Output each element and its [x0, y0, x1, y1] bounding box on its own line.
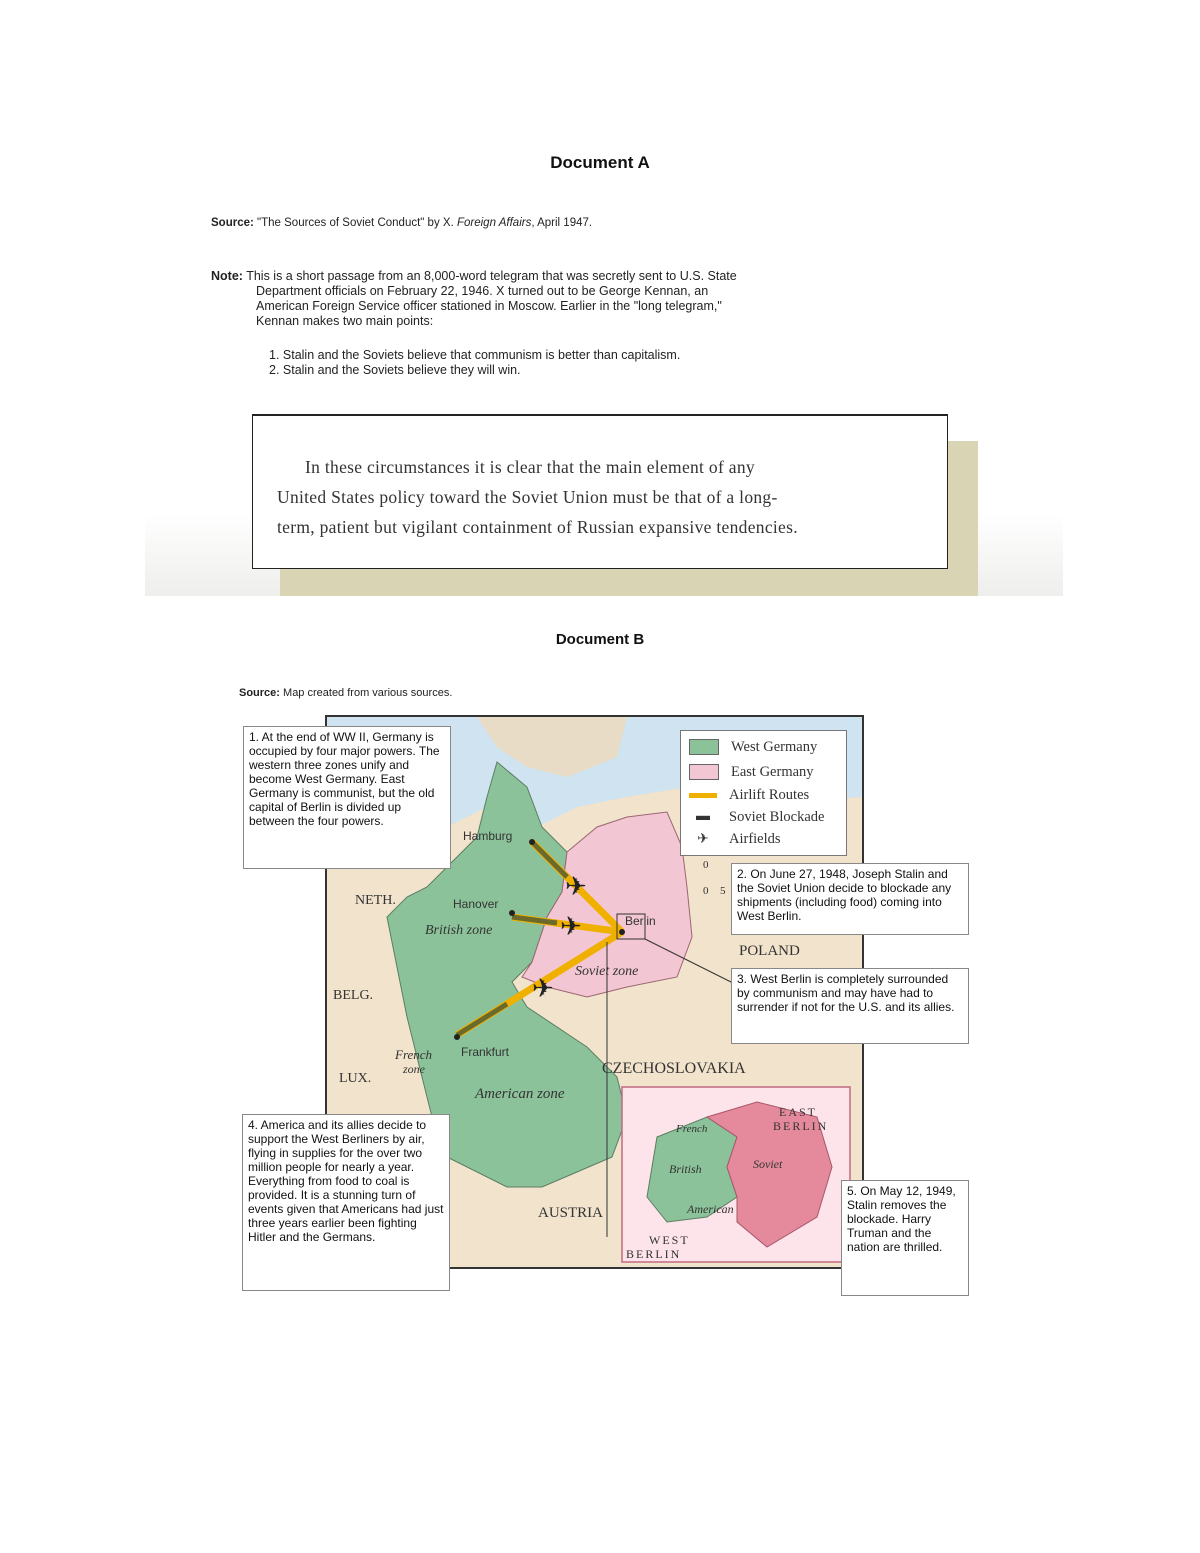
inset-american: American	[687, 1202, 734, 1216]
zone-french-1: French	[395, 1047, 433, 1062]
zone-american: American zone	[475, 1086, 565, 1102]
inset-british: British	[669, 1162, 702, 1176]
note-line: Kennan makes two main points:	[256, 314, 434, 328]
source-text: Map created from various sources.	[283, 687, 453, 699]
source-label: Source:	[211, 217, 254, 229]
inset-french: French	[676, 1123, 708, 1135]
tank-icon: ▬	[696, 809, 710, 824]
callout-2: 2. On June 27, 1948, Joseph Stalin and the Soviet Union decide to blockade any shipments (including food) coming into West Berlin.	[731, 863, 969, 935]
map-legend	[680, 730, 847, 856]
scale-zero-bottom: 0	[703, 885, 709, 897]
source-label: Source:	[239, 687, 280, 699]
source-text: "The Sources of Soviet Conduct" by X.	[257, 217, 454, 229]
note-label: Note:	[211, 269, 243, 283]
legend-label: Airfields	[729, 830, 781, 847]
inset-west-berlin-1: WEST	[649, 1233, 690, 1247]
country-belg: BELG.	[333, 988, 374, 1003]
country-neth: NETH.	[355, 893, 396, 908]
airfield-icon: ✈	[697, 831, 709, 847]
quote-box	[252, 414, 948, 569]
main-point: 1. Stalin and the Soviets believe that communism is better than capitalism.	[269, 348, 681, 362]
country-czechoslovakia: CZECHOSLOVAKIA	[602, 1060, 746, 1077]
country-lux: LUX.	[339, 1071, 372, 1086]
document-b-source	[239, 687, 452, 699]
callout-4: 4. America and its allies decide to support the West Berliners by air, flying in supplies for the over two million people for nearly a year. Everything from food to coal is provided. It is a stunning turn of events given that Americans had just three years earlier been fighting Hitler and the Germans.	[242, 1114, 450, 1291]
legend-label: Soviet Blockade	[729, 808, 825, 825]
inset-west-berlin-2: BERLIN	[626, 1247, 682, 1261]
frankfurt-dot	[454, 1034, 460, 1040]
legend-airlift-routes	[689, 785, 809, 805]
quote-line: United States policy toward the Soviet Union must be that of a long-	[277, 487, 778, 507]
country-austria: AUSTRIA	[538, 1205, 604, 1221]
city-hanover: Hanover	[453, 897, 499, 911]
inset-soviet: Soviet	[753, 1157, 783, 1171]
main-point: 2. Stalin and the Soviets believe they will win.	[269, 363, 521, 377]
quote-line: In these circumstances it is clear that the main element of any	[305, 457, 755, 477]
source-journal: Foreign Affairs	[456, 217, 532, 229]
legend-label: West Germany	[731, 738, 818, 755]
inset-east-berlin-2: BERLIN	[773, 1119, 829, 1133]
legend-airfields	[689, 829, 781, 849]
quote-excerpt	[145, 414, 1063, 596]
legend-swatch-west	[689, 739, 719, 755]
document-a-source	[211, 217, 592, 229]
zone-french-2: zone	[403, 1062, 425, 1076]
legend-label: East Germany	[731, 763, 814, 780]
legend-swatch-airlift	[689, 793, 717, 798]
airplane-icon: ✈	[565, 871, 587, 901]
note-line: This is a short passage from an 8,000-word telegram that was secretly sent to U.S. State	[246, 269, 737, 283]
legend-soviet-blockade	[689, 807, 824, 827]
callout-3: 3. West Berlin is completely surrounded by communism and may have had to surrender if not for the U.S. and its allies.	[731, 968, 969, 1044]
callout-5: 5. On May 12, 1949, Stalin removes the blockade. Harry Truman and the nation are thrilled.	[841, 1180, 969, 1296]
legend-east-germany	[689, 762, 814, 782]
legend-swatch-east	[689, 764, 719, 780]
zone-soviet: Soviet zone	[575, 964, 639, 979]
city-hamburg: Hamburg	[463, 829, 513, 843]
scale-five: 5	[720, 885, 726, 897]
legend-label: Airlift Routes	[729, 786, 810, 803]
callout-1: 1. At the end of WW II, Germany is occupied by four major powers. The western three zones unify and become West Germany. East Germany is communist, but the old capital of Berlin is divided up between the four powers.	[243, 726, 451, 869]
zone-british: British zone	[425, 923, 493, 938]
hamburg-dot	[529, 839, 535, 845]
city-berlin: Berlin	[625, 914, 656, 928]
note-line: American Foreign Service officer stationed in Moscow. Earlier in the "long telegram,"	[256, 299, 722, 313]
source-date: , April 1947.	[531, 217, 593, 229]
quote-line: term, patient but vigilant containment of Russian expansive tendencies.	[277, 517, 798, 537]
hanover-dot	[509, 910, 515, 916]
airplane-icon: ✈	[560, 911, 582, 941]
scale-zero-top: 0	[703, 859, 709, 871]
note-line: Department officials on February 22, 1946. X turned out to be George Kennan, an	[256, 284, 709, 298]
berlin-dot	[619, 929, 625, 935]
country-poland: POLAND	[739, 943, 800, 959]
document-b-title: Document B	[555, 631, 645, 648]
legend-west-germany	[689, 737, 817, 757]
airplane-icon: ✈	[532, 973, 554, 1003]
document-a-title: Document A	[550, 153, 650, 172]
city-frankfurt: Frankfurt	[461, 1045, 510, 1059]
inset-east-berlin-1: EAST	[779, 1105, 817, 1119]
note-label-line	[211, 269, 737, 284]
